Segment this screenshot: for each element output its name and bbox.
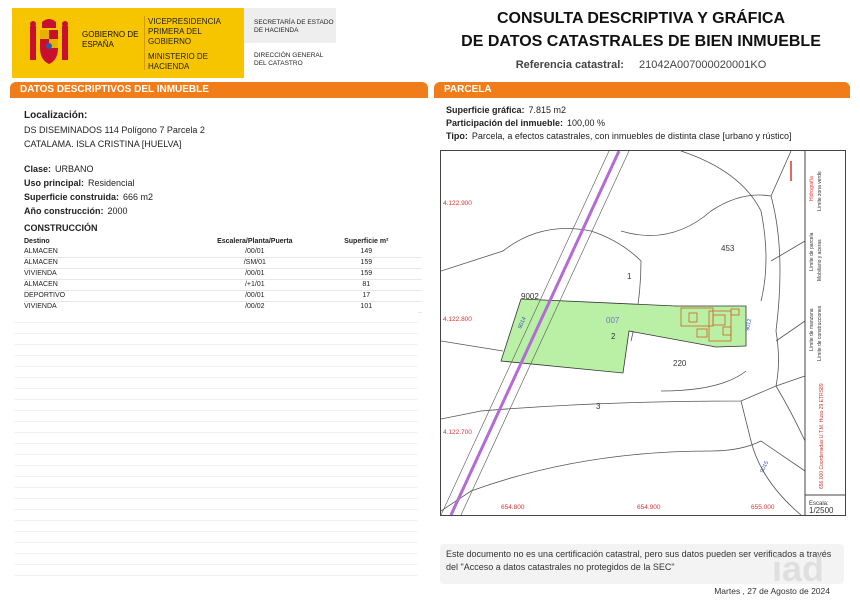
construction-table [24, 236, 422, 313]
legend-construcciones: Límite de construcciones [817, 305, 823, 361]
legend-hidro: Hidrografía [809, 176, 815, 201]
cell-destino: ALMACEN [24, 246, 199, 257]
vicepresidency-label: VICEPRESIDENCIA PRIMERA DEL GOBIERNO [148, 17, 221, 46]
legend-mobiliario: Mobiliario y aceras [817, 239, 823, 281]
cell-planta: /+1/01 [199, 279, 310, 290]
x-tick-label: 655.000 [751, 504, 775, 511]
col-destino: Destino [24, 237, 50, 245]
y-tick-label: 4.122.700 [443, 429, 472, 436]
sup-grafica-label: Superficie gráfica: [446, 105, 525, 115]
clase-label: Clase: [24, 164, 52, 174]
tipo-label: Tipo: [446, 131, 468, 141]
page-title-line2: DE DATOS CATASTRALES DE BIEN INMUEBLE [461, 33, 821, 50]
y-tick-label: 4.122.900 [443, 200, 472, 207]
cell-destino: VIVIENDA [24, 301, 199, 312]
tipo-value: Parcela, a efectos catastrales, con inmuebles de distinta clase [urbano y rústico] [471, 131, 792, 141]
location-line2: CATALAMA. ISLA CRISTINA [HUELVA] [24, 139, 182, 149]
uso-label: Uso principal: [24, 178, 85, 188]
scale-label: Escala: [809, 501, 829, 507]
col-planta: Escalera/Planta/Puerta [217, 237, 293, 245]
cell-planta: /00/02 [199, 301, 310, 312]
table-row [24, 290, 422, 301]
disclaimer-notice: Este documento no es una certificación catastral, pero sus datos pueden ser verificados a través del "Acceso a datos catastrales no protegidos de la SEC" [440, 544, 844, 584]
parcel-label: 9002 [521, 292, 539, 301]
header [0, 0, 860, 80]
sup-grafica-value: 7.815 m2 [528, 105, 567, 115]
ministry-label: MINISTERIO DE HACIENDA [148, 52, 209, 71]
participacion-field [446, 117, 792, 130]
cell-superficie: 81 [311, 279, 422, 290]
clase-field [24, 164, 94, 174]
cell-superficie: 149 [311, 246, 422, 257]
legend-manzana: Límite de manzana [809, 308, 815, 351]
cell-destino: ALMACEN [24, 257, 199, 268]
table-row [24, 279, 422, 290]
anio-field [24, 206, 128, 216]
empty-table-area [14, 312, 418, 582]
left-panel-heading: DATOS DESCRIPTIVOS DEL INMUEBLE [10, 82, 428, 98]
participacion-label: Participación del inmueble: [446, 118, 564, 128]
road-label: 9015 [759, 460, 771, 474]
participacion-value: 100,00 % [567, 118, 606, 128]
legend [791, 161, 834, 515]
cell-superficie: 101 [311, 301, 422, 312]
uso-field [24, 178, 135, 188]
direccion-label: DIRECCIÓN GENERAL DEL CATASTRO [254, 52, 324, 67]
superficie-label: Superficie construida: [24, 192, 120, 202]
parcel-label: 007 [606, 316, 620, 325]
cell-destino: VIVIENDA [24, 268, 199, 279]
cell-superficie: 159 [311, 257, 422, 268]
superficie-value: 666 m2 [123, 192, 154, 202]
map-canvas[interactable] [441, 151, 845, 515]
legend-coords: 656.000 Coordenadas U.T.M. Huso 29 ETRS89 [819, 383, 825, 489]
tipo-field [446, 130, 792, 143]
superficie-field [24, 192, 153, 202]
coat-of-arms-icon [26, 16, 72, 70]
road-label: 9014 [517, 316, 528, 330]
table-row [24, 257, 422, 268]
anio-value: 2000 [107, 206, 128, 216]
sup-grafica-field [446, 104, 792, 117]
cell-planta: /SM/01 [199, 257, 310, 268]
divider [144, 16, 145, 70]
legend-zona-verde: Límite zona verde [817, 171, 823, 211]
construccion-title: CONSTRUCCIÓN [24, 223, 98, 233]
table-header-row [24, 236, 422, 246]
parcel-label: 220 [673, 359, 687, 368]
cell-planta: /00/01 [199, 290, 310, 301]
document-date: Martes , 27 de Agosto de 2024 [714, 586, 830, 596]
government-logo-block [12, 8, 244, 78]
cell-destino: DEPORTIVO [24, 290, 199, 301]
road-label: 9012 [745, 318, 754, 332]
x-tick-label: 654.800 [501, 504, 525, 511]
location-label: Localización: [24, 110, 88, 121]
scale-value: 1/2500 [809, 506, 834, 515]
secretaria-label: SECRETARÍA DE ESTADO DE HACIENDA [254, 19, 334, 34]
gov-name: GOBIERNO DE ESPAÑA [82, 30, 139, 49]
legend-parcela: Límite de parcela [809, 232, 815, 271]
table-row [24, 246, 422, 257]
watermark-logo: iad [772, 548, 825, 589]
parcel-label: 2 [611, 332, 616, 341]
cell-superficie: 159 [311, 268, 422, 279]
cell-planta: /00/01 [199, 268, 310, 279]
col-superficie: Superficie m² [344, 237, 389, 245]
parcel-label: 3 [596, 402, 601, 411]
table-row [24, 301, 422, 312]
cell-destino: ALMACEN [24, 279, 199, 290]
ref-label: Referencia catastral: [515, 59, 624, 71]
ref-value: 21042A007000020001KO [639, 59, 767, 71]
secretaria-block [244, 8, 336, 43]
parcela-data [446, 104, 792, 143]
uso-value: Residencial [88, 178, 135, 188]
x-tick-label: 654.900 [637, 504, 661, 511]
parcel-label: 453 [721, 244, 735, 253]
anio-label: Año construcción: [24, 206, 104, 216]
location-line1: DS DISEMINADOS 114 Polígono 7 Parcela 2 [24, 125, 205, 135]
right-panel-heading: PARCELA [434, 82, 850, 98]
cadastral-map[interactable] [440, 150, 846, 516]
cell-superficie: 17 [311, 290, 422, 301]
table-row [24, 268, 422, 279]
clase-value: URBANO [55, 164, 94, 174]
referencia-catastral [432, 59, 850, 71]
y-tick-label: 4.122.800 [443, 316, 472, 323]
cell-planta: /00/01 [199, 246, 310, 257]
page-title-line1: CONSULTA DESCRIPTIVA Y GRÁFICA [496, 10, 785, 27]
parcel-label: 1 [627, 272, 632, 281]
